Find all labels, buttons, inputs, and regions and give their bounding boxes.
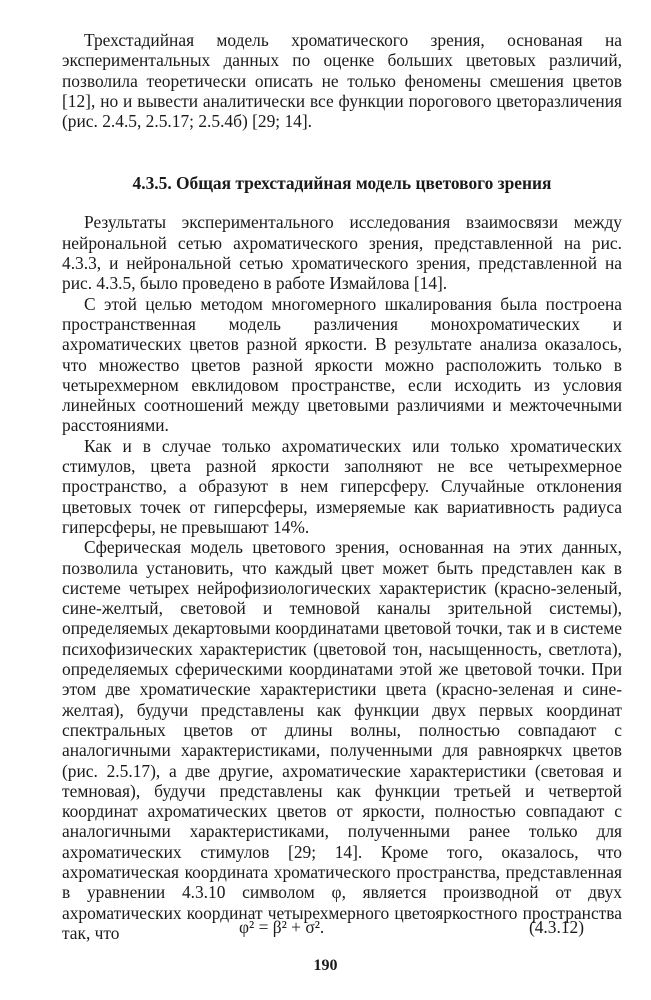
equation-number: (4.3.12) [528, 917, 584, 937]
formula-row [62, 917, 584, 941]
section-heading: 4.3.5. Общая трехстадийная модель цветового зрения [132, 173, 552, 194]
page-number: 190 [313, 957, 338, 974]
page-body [62, 30, 622, 943]
paragraph-1: Результаты экспериментального исследования взаимосвязи между нейрональной сетью ахроматического зрения, представленной на рис. 4.3.3, и нейрональной сетью хроматического зрения, представленной на рис. 4.3.5, было проведено в работе Измайлова [14]. [62, 212, 622, 294]
formula: φ² = β² + σ². [239, 917, 325, 937]
intro-paragraph: Трехстадийная модель хроматического зрения, основаная на экспериментальных данных по оценке больших цветовых различий, позволила теоретически описать не только феномены смешения цветов [12], но и вывести аналитически все функции порогового цветоразличения (рис. 2.4.5, 2.5.17; 2.5.4б) [29; 14]. [62, 30, 622, 132]
paragraph-2: С этой целью методом многомерного шкалирования была построена пространственная модель различения монохроматических и ахроматических цветов разной яркости. В результате анализа оказалось, что множество цветов разной яркости можно расположить только в четырехмерном евклидовом пространстве, если исходить из условия линейных соотношений между цветовыми различиями и межточечными расстояниями. [62, 293, 622, 436]
paragraph-4: Сферическая модель цветового зрения, основанная на этих данных, позволила установить, что каждый цвет может быть представлен как в системе четырех нейрофизиологических характеристик (красно-зеленый, сине-желтый, световой и темновой каналы зрительной системы), определяемых декартовыми координатами цветовой точки, так и в системе психофизических характеристик (цветовой тон, насыщенность, светлота), определяемых сферическими координатами этой же цветовой точки. При этом две хроматические характеристики цвета (красно-зеленая и сине-желтая), будучи представлены как функции двух первых координат спектральных цветов от длины волны, полностью совпадают с аналогичными характеристиками, полученными для равнояркчх цветов (рис. 2.5.17), а две другие, ахроматические характеристики (световая и темновая), будучи представлены как функции третьей и четвертой координат ахроматических цветов от яркости, полностью совпадают с аналогичными характеристиками, полученными ранее только для ахроматических стимулов [29; 14]. Кроме того, оказалось, что ахроматическая координата хроматического пространства, представленная в уравнении 4.3.10 символом φ, является производной от двух ахроматических координат четырехмерного цветояркостного пространства так, что [62, 537, 622, 943]
paragraph-3: Как и в случае только ахроматических или только хроматических стимулов, цвета разной яркости заполняют не все четырехмерное пространство, а образуют в нем гиперсферу. Случайные отклонения цветовых точек от гиперсферы, измеряемые как вариативность радиуса гиперсферы, не превышают 14%. [62, 435, 622, 537]
